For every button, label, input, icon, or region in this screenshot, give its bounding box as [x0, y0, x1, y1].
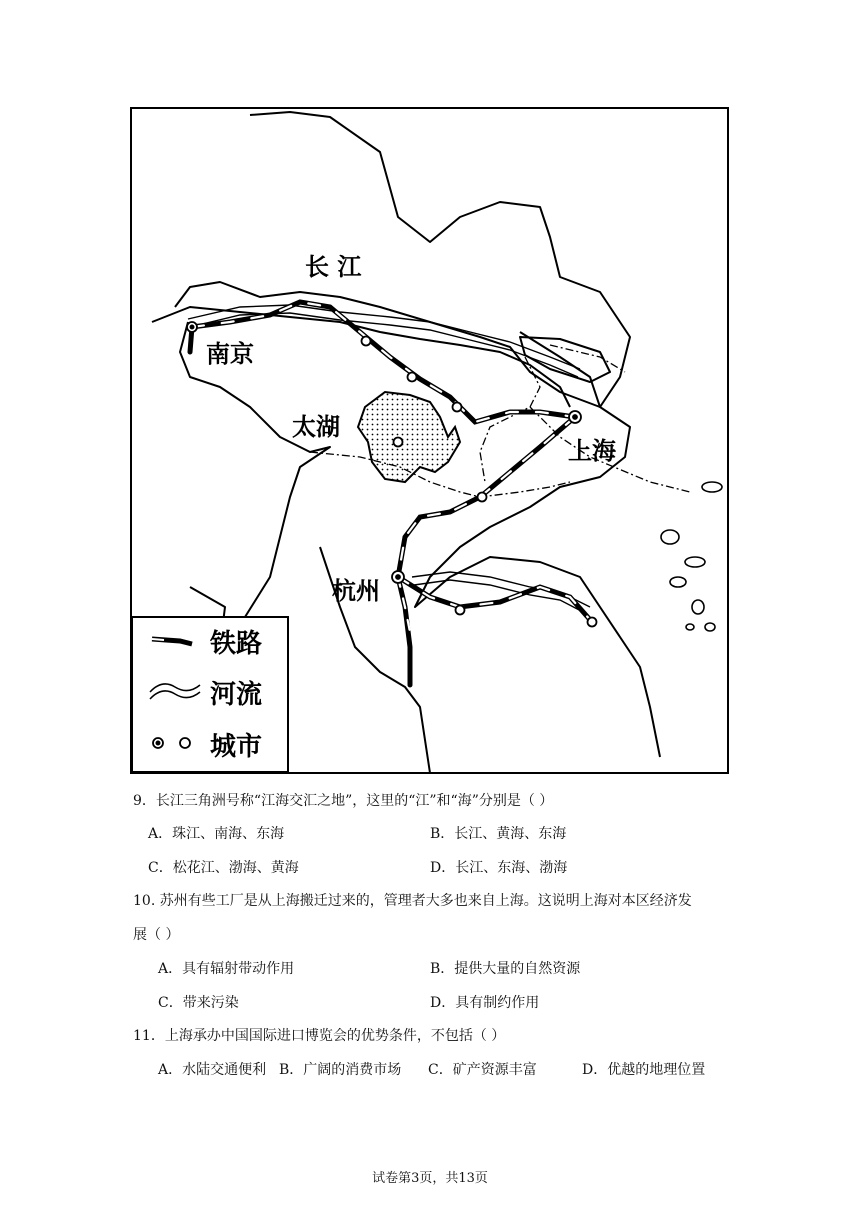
legend-river-label: 河流: [210, 680, 263, 710]
question-10-stem-line2: 展（ ）: [133, 927, 180, 943]
q9-option-c[interactable]: C．松花江、渤海、黄海: [148, 860, 299, 876]
q9-option-b[interactable]: B．长江、黄海、东海: [430, 826, 567, 842]
q11-option-c[interactable]: C．矿产资源丰富: [428, 1062, 537, 1078]
label-yangtze: 长 江: [305, 253, 362, 281]
q11-option-b[interactable]: B．广阔的消费市场: [279, 1062, 402, 1078]
label-nanjing: 南京: [206, 340, 254, 368]
q10-option-a[interactable]: A．具有辐射带动作用: [158, 961, 295, 977]
legend-railway-label: 铁路: [210, 629, 263, 659]
map-legend: [132, 617, 288, 772]
q10-option-b[interactable]: B．提供大量的自然资源: [430, 961, 581, 977]
q10-option-d[interactable]: D．具有制约作用: [430, 995, 540, 1011]
q11-option-a[interactable]: A．水陆交通便利: [158, 1062, 267, 1078]
question-9-stem: 9．长江三角洲号称“江海交汇之地”，这里的“江”和“海”分别是（ ）: [133, 793, 554, 809]
q10-option-c[interactable]: C．带来污染: [158, 995, 239, 1011]
question-10-stem-line1: 10. 苏州有些工厂是从上海搬迁过来的，管理者大多也来自上海。这说明上海对本区经济发: [133, 893, 692, 909]
legend-city-label: 城市: [210, 732, 263, 762]
yangtze-delta-map: [130, 107, 729, 774]
label-shanghai: 上海: [568, 437, 616, 465]
label-taihu: 太湖: [292, 413, 340, 441]
page-footer: 试卷第3页，共13页: [372, 1171, 488, 1186]
q11-option-d[interactable]: D．优越的地理位置: [582, 1062, 706, 1078]
label-hangzhou: 杭州: [332, 577, 380, 605]
q9-option-d[interactable]: D．长江、东海、渤海: [430, 860, 568, 876]
question-11-stem: 11．上海承办中国国际进口博览会的优势条件，不包括（ ）: [133, 1028, 506, 1044]
q9-option-a[interactable]: A．珠江、南海、东海: [148, 826, 285, 842]
